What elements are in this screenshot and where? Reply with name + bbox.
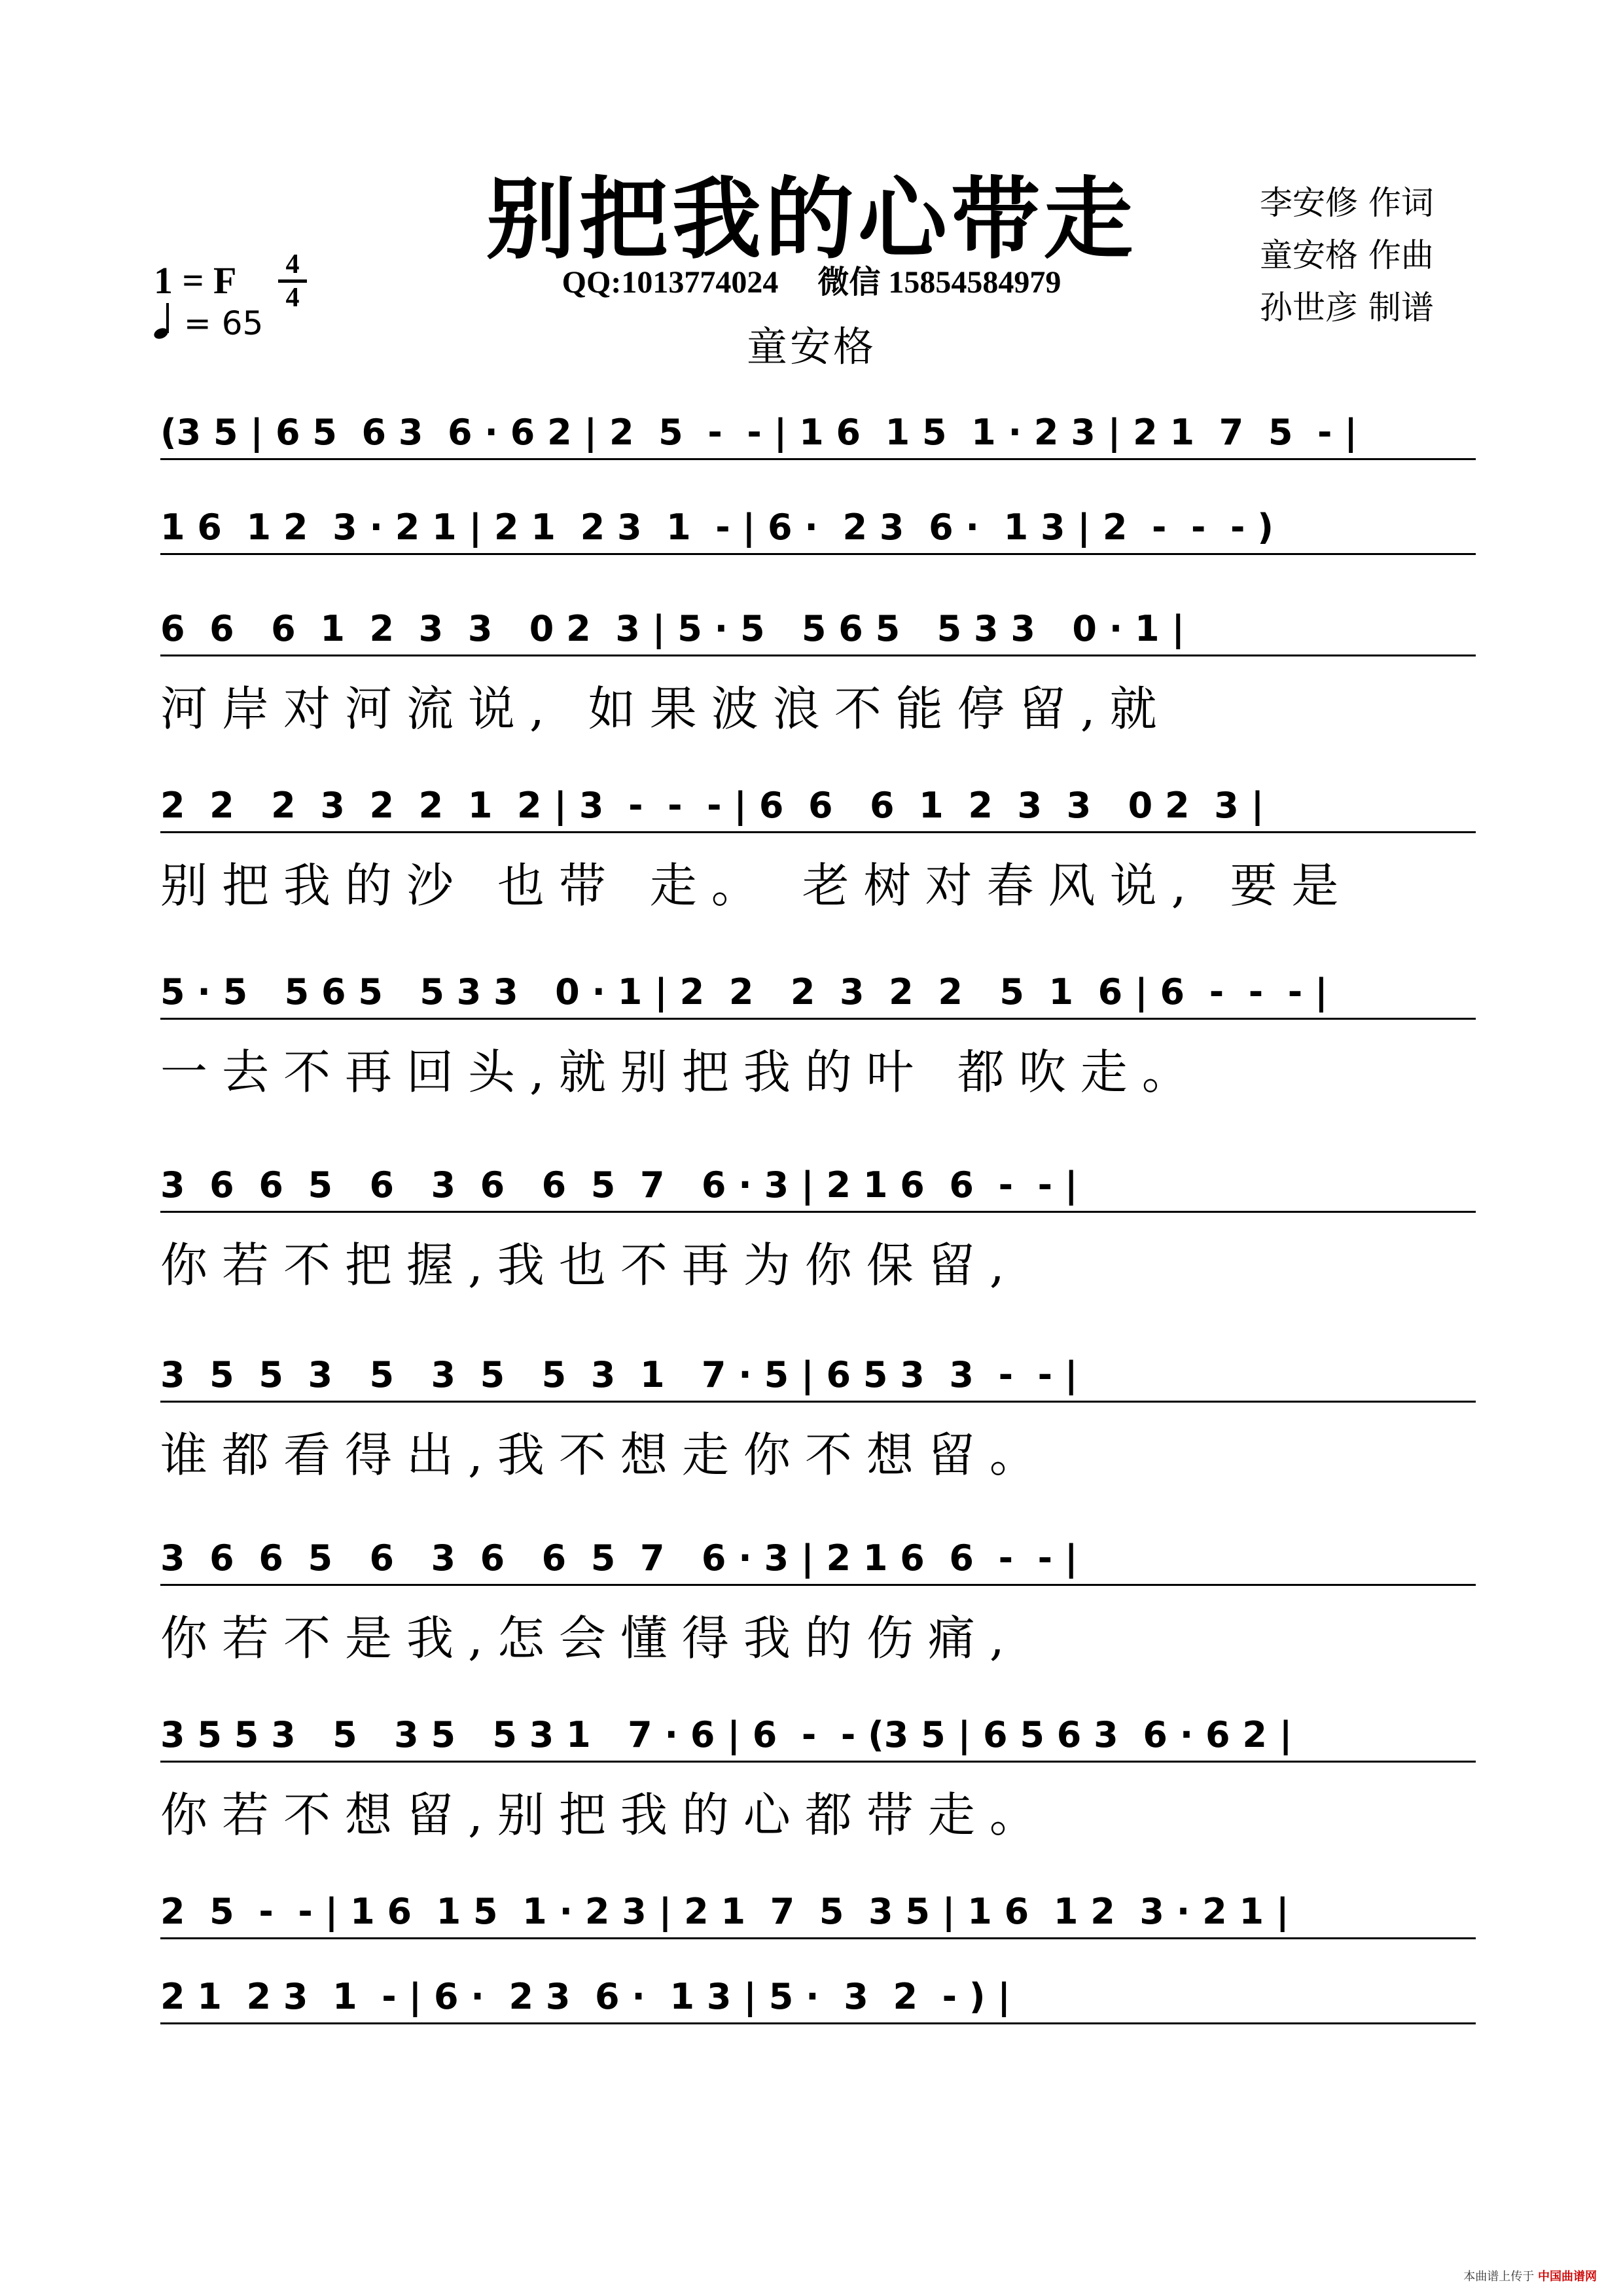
lyrics-row: 谁都看得出,我不想走你不想留。 (160, 1427, 1051, 1482)
lyrics-row: 一去不再回头,就别把我的叶 都吹走。 (160, 1045, 1204, 1100)
notes-row: 3 6 6 5 6 3 6 6 5 7 6 · 3 | 2 1 6 6 - - | (160, 1532, 1476, 1586)
notes-row: 5 · 5 5 6 5 5 3 3 0 · 1 | 2 2 2 3 2 2 5 1 6 | 6 - - - | (160, 965, 1476, 1020)
score-line (160, 602, 1476, 736)
time-signature (278, 251, 307, 312)
score-line (160, 1532, 1476, 1666)
time-signature-bottom: 4 (285, 283, 300, 313)
notes-row: 1 6 1 2 3 · 2 1 | 2 1 2 3 1 - | 6 · 2 3 6 · 1 3 | 2 - - - ) (160, 501, 1476, 555)
footer-site-link[interactable]: 中国曲谱网 (1538, 2270, 1597, 2284)
lyricist-credit: 李安修 作词 (1260, 184, 1434, 222)
notes-row: 3 6 6 5 6 3 6 6 5 7 6 · 3 | 2 1 6 6 - - | (160, 1158, 1476, 1213)
score-line (160, 406, 1476, 484)
credits (1260, 177, 1434, 334)
lyrics-row: 河岸对河流说, 如果波浪不能停留,就 (160, 681, 1171, 736)
key-signature: 1 = F (154, 259, 237, 302)
notes-row: 3 5 5 3 5 3 5 5 3 1 7 · 6 | 6 - - (3 5 | 6 5 6 3 6 · 6 2 | (160, 1708, 1476, 1763)
score-line (160, 1158, 1476, 1293)
score-line (160, 779, 1476, 913)
notes-row: 6 6 6 1 2 3 3 0 2 3 | 5 · 5 5 6 5 5 3 3 0 · 1 | (160, 602, 1476, 656)
page-title: 别把我的心带走 (486, 167, 1137, 272)
lyrics-row: 你若不想留,别把我的心都带走。 (160, 1787, 1051, 1842)
lyrics-row: 你若不把握,我也不再为你保留, (160, 1238, 1019, 1293)
score-line (160, 965, 1476, 1100)
wechat-number: 微信 15854584979 (817, 265, 1061, 300)
tempo-value: = 65 (183, 304, 264, 342)
tempo-marking (154, 304, 263, 342)
lyrics-row: 别把我的沙 也带 走。 老树对春风说, 要是 (160, 858, 1353, 913)
notes-row: 2 2 2 3 2 2 1 2 | 3 - - - | 6 6 6 1 2 3 3 0 2 3 | (160, 779, 1476, 833)
transcriber-credit: 孙世彦 制谱 (1260, 289, 1434, 327)
footer-text: 本曲谱上传于 (1463, 2270, 1535, 2284)
notes-row: 3 5 5 3 5 3 5 5 3 1 7 · 5 | 6 5 3 3 - - | (160, 1348, 1476, 1403)
quarter-note-icon (154, 306, 173, 338)
score-line (160, 1708, 1476, 1842)
score-line (160, 501, 1476, 579)
score-line (160, 1970, 1476, 2049)
composer-credit: 童安格 作曲 (1260, 236, 1434, 274)
notes-row: (3 5 | 6 5 6 3 6 · 6 2 | 2 5 - - | 1 6 1 5 1 · 2 3 | 2 1 7 5 - | (160, 406, 1476, 460)
score-line (160, 1348, 1476, 1482)
singer-name: 童安格 (746, 323, 876, 370)
score-line (160, 1885, 1476, 1964)
notes-row: 2 1 2 3 1 - | 6 · 2 3 6 · 1 3 | 5 · 3 2 - ) | (160, 1970, 1476, 2024)
notes-row: 2 5 - - | 1 6 1 5 1 · 2 3 | 2 1 7 5 3 5 | 1 6 1 2 3 · 2 1 | (160, 1885, 1476, 1939)
qq-number: QQ:1013774024 (562, 265, 779, 300)
footer-watermark (1463, 2267, 1597, 2284)
time-signature-top: 4 (285, 249, 300, 279)
lyrics-row: 你若不是我,怎会懂得我的伤痛, (160, 1611, 1019, 1666)
